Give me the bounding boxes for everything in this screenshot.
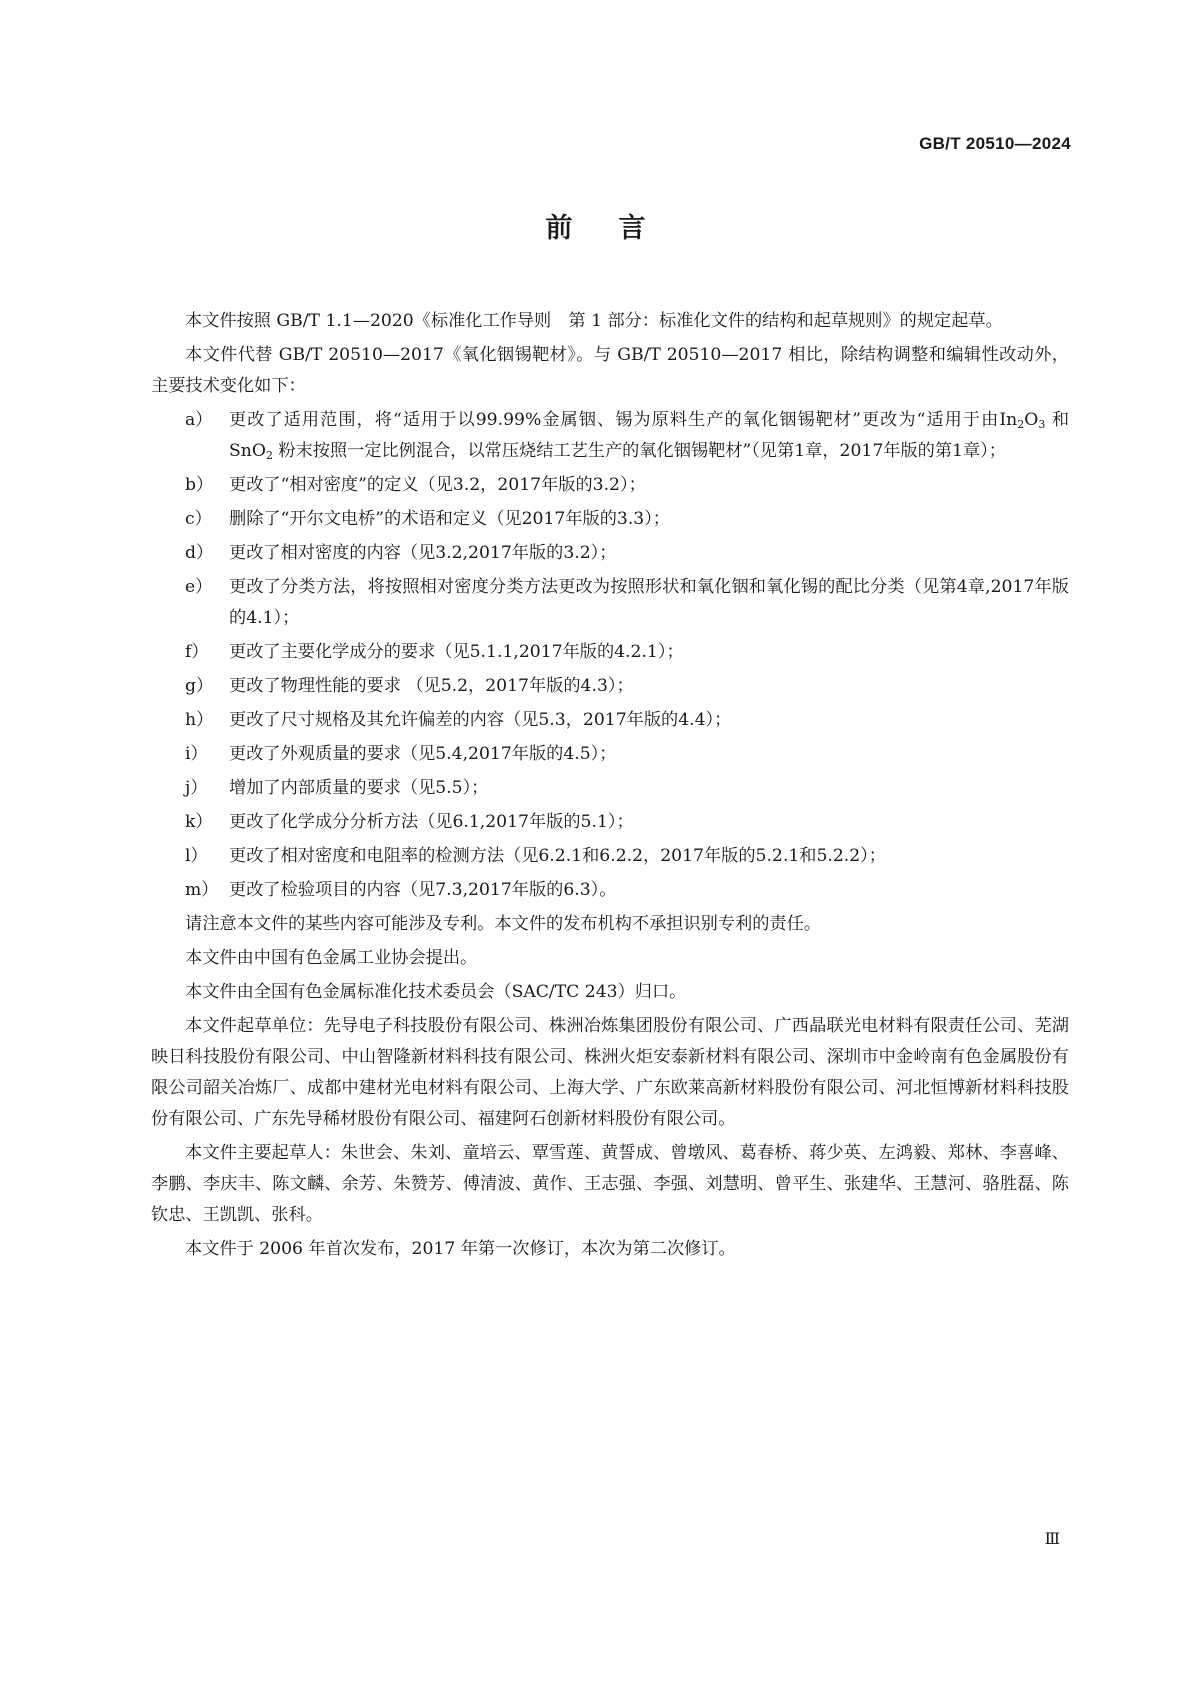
change-item-j bbox=[185, 773, 1069, 804]
change-item-label: f） bbox=[185, 642, 209, 662]
change-item-label: e） bbox=[185, 577, 213, 597]
paragraph-revision-history: 本文件于 2006 年首次发布，2017 年第一次修订，本次为第二次修订。 bbox=[185, 1239, 736, 1259]
change-item-label: k） bbox=[185, 812, 213, 832]
change-item-text: 删除了“开尔文电桥”的术语和定义（见2017年版的3.3）； bbox=[229, 509, 670, 529]
title-char-1: 前 bbox=[545, 213, 573, 244]
paragraph-drafters: 本文件主要起草人：朱世会、朱刘、童培云、覃雪莲、黄誓成、曾墩风、葛春桥、蒋少英、左鸿毅、郑林、李喜峰、李鹏、李庆丰、陈文麟、余芳、朱赞芳、傅清波、黄作、王志强、李强、刘慧明、曾平生、张建华、王慧河、骆胜磊、陈钦忠、王凯凯、张科。 bbox=[151, 1143, 1069, 1225]
foreword-body bbox=[151, 306, 1069, 1265]
change-item-text: 更改了相对密度的内容（见3.2,2017年版的3.2）； bbox=[229, 543, 617, 563]
change-item-f bbox=[185, 637, 1069, 668]
change-item-text: 更改了“相对密度”的定义（见3.2，2017年版的3.2）； bbox=[229, 475, 646, 495]
change-item-label: c） bbox=[185, 509, 212, 529]
paragraph-drafting-rules: 本文件按照 GB/T 1.1—2020《标准化工作导则 第 1 部分：标准化文件的结构和起草规则》的规定起草。 bbox=[185, 311, 1003, 331]
title-char-2: 言 bbox=[618, 213, 646, 244]
change-item-h bbox=[185, 705, 1069, 736]
paragraph-drafting-organizations: 本文件起草单位：先导电子科技股份有限公司、株洲冶炼集团股份有限公司、广西晶联光电材料有限责任公司、芜湖映日科技股份有限公司、中山智隆新材料科技有限公司、株洲火炬安泰新材料有限公司、深圳市中金岭南有色金属股份有限公司韶关冶炼厂、成都中建材光电材料有限公司、上海大学、广东欧莱高新材料股份有限公司、河北恒博新材料科技股份有限公司、广东先导稀材股份有限公司、福建阿石创新材料股份有限公司。 bbox=[151, 1016, 1069, 1129]
change-item-d bbox=[185, 538, 1069, 569]
change-item-text: 更改了外观质量的要求（见5.4,2017年版的4.5）； bbox=[229, 744, 617, 764]
change-item-label: h） bbox=[185, 710, 214, 730]
change-item-b bbox=[185, 470, 1069, 501]
change-item-label: l） bbox=[185, 846, 208, 866]
change-item-g bbox=[185, 671, 1069, 702]
change-item-label: i） bbox=[185, 744, 208, 764]
change-item-k bbox=[185, 807, 1069, 838]
change-item-label: a） bbox=[185, 410, 213, 430]
change-item-label: j） bbox=[185, 778, 208, 798]
paragraph-patent-notice: 请注意本文件的某些内容可能涉及专利。本文件的发布机构不承担识别专利的责任。 bbox=[185, 914, 821, 934]
change-item-text: 增加了内部质量的要求（见5.5）； bbox=[229, 778, 489, 798]
change-item-text: 更改了检验项目的内容（见7.3,2017年版的6.3）。 bbox=[229, 880, 617, 900]
paragraph-replacement: 本文件代替 GB/T 20510—2017《氧化铟锡靶材》。与 GB/T 20510—2017 相比，除结构调整和编辑性改动外，主要技术变化如下： bbox=[151, 345, 1069, 396]
change-item-text: 更改了主要化学成分的要求（见5.1.1,2017年版的4.2.1）； bbox=[229, 642, 684, 662]
change-item-text: 更改了化学成分分析方法（见6.1,2017年版的5.1）； bbox=[229, 812, 634, 832]
change-item-c bbox=[185, 504, 1069, 535]
page-title bbox=[0, 206, 1191, 245]
change-item-a bbox=[185, 405, 1069, 467]
page-number: Ⅲ bbox=[1044, 1529, 1060, 1548]
change-item-e bbox=[185, 572, 1069, 634]
paragraph-proposer: 本文件由中国有色金属工业协会提出。 bbox=[185, 948, 478, 968]
change-item-label: b） bbox=[185, 475, 214, 495]
change-item-label: m） bbox=[185, 880, 219, 900]
change-item-text: 更改了相对密度和电阻率的检测方法（见6.2.1和6.2.2，2017年版的5.2.1和5.2.2）； bbox=[229, 846, 886, 866]
change-item-label: g） bbox=[185, 676, 214, 696]
change-item-text: 更改了分类方法，将按照相对密度分类方法更改为按照形状和氧化铟和氧化锡的配比分类（见第4章,2017年版的4.1）； bbox=[229, 577, 1069, 628]
change-item-text: 更改了适用范围，将“适用于以99.99%金属铟、锡为原料生产的氧化铟锡靶材”更改为“适用于由$In_2O_3$ 和SnO$_2$ 粉末按照一定比例混合，以常压烧结工艺生产的氧化铟锡靶材”（见第1章，2017年版的第1章）； bbox=[229, 410, 1070, 462]
change-item-l bbox=[185, 841, 1069, 872]
change-item-text: 更改了物理性能的要求 （见5.2，2017年版的4.3）； bbox=[229, 676, 634, 696]
standard-number: GB/T 20510—2024 bbox=[919, 134, 1071, 153]
change-item-text: 更改了尺寸规格及其允许偏差的内容（见5.3，2017年版的4.4）； bbox=[229, 710, 732, 730]
change-item-m bbox=[185, 875, 1069, 906]
change-item-label: d） bbox=[185, 543, 214, 563]
change-item-i bbox=[185, 739, 1069, 770]
paragraph-technical-committee: 本文件由全国有色金属标准化技术委员会（SAC/TC 243）归口。 bbox=[185, 982, 687, 1002]
